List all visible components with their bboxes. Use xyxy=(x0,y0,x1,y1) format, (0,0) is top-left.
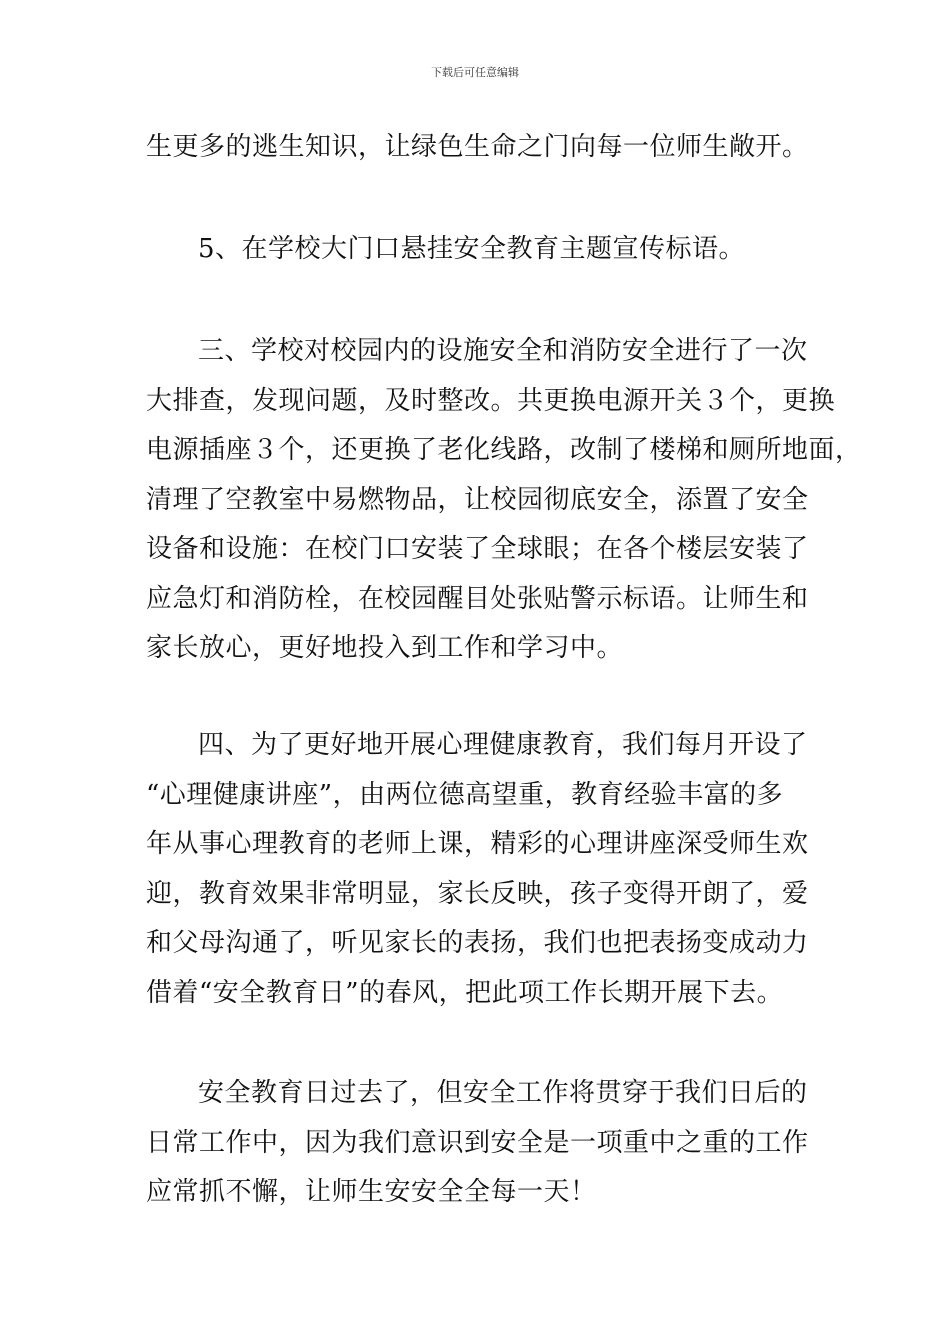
text-line: 迎，教育效果非常明显，家长反映，孩子变得开朗了，爱 xyxy=(146,878,809,909)
paragraph-item-5 xyxy=(146,225,826,275)
text-line: 5、在学校大门口悬挂安全教育主题宣传标语。 xyxy=(198,234,746,264)
text-line: 借着“安全教育日”的春风，把此项工作长期开展下去。 xyxy=(146,977,784,1008)
text-line: 清理了空教室中易燃物品，让校园彻底安全，添置了安全 xyxy=(146,484,809,515)
text-line: 应常抓不懈，让师生安安全全每一天！ xyxy=(146,1177,597,1207)
text-line: “心理健康讲座”，由两位德高望重，教育经验丰富的多 xyxy=(146,779,784,810)
text-line: 大排查，发现问题，及时整改。共更换电源开关３个，更换 xyxy=(146,385,836,416)
text-line: 四、为了更好地开展心理健康教育，我们每月开设了 xyxy=(198,730,808,760)
text-line: 应急灯和消防栓，在校园醒目处张贴警示标语。让师生和 xyxy=(146,583,809,614)
text-line: 生更多的逃生知识，让绿色生命之门向每一位师生敞开。 xyxy=(146,132,809,162)
paragraph-section-4 xyxy=(146,721,826,1018)
page-header: 下载后可任意编辑 xyxy=(431,66,519,79)
text-line: 安全教育日过去了，但安全工作将贯穿于我们日后的 xyxy=(198,1078,808,1108)
text-line: 设备和设施：在校门口安装了全球眼；在各个楼层安装了 xyxy=(146,534,809,564)
text-line: 家长放心，更好地投入到工作和学习中。 xyxy=(146,633,624,663)
text-line: 三、学校对校园内的设施安全和消防安全进行了一次 xyxy=(198,336,808,366)
text-line: 和父母沟通了，听见家长的表扬，我们也把表扬变成动力 xyxy=(146,928,809,958)
text-line: 电源插座３个，还更换了老化线路，改制了楼梯和厕所地面， xyxy=(146,435,862,465)
paragraph-section-3 xyxy=(146,327,862,674)
text-line: 年从事心理教育的老师上课，精彩的心理讲座深受师生欢 xyxy=(146,829,809,859)
text-line: 日常工作中，因为我们意识到安全是一项重中之重的工作 xyxy=(146,1127,809,1158)
paragraph-continuation xyxy=(146,123,826,173)
paragraph-conclusion xyxy=(146,1069,826,1218)
